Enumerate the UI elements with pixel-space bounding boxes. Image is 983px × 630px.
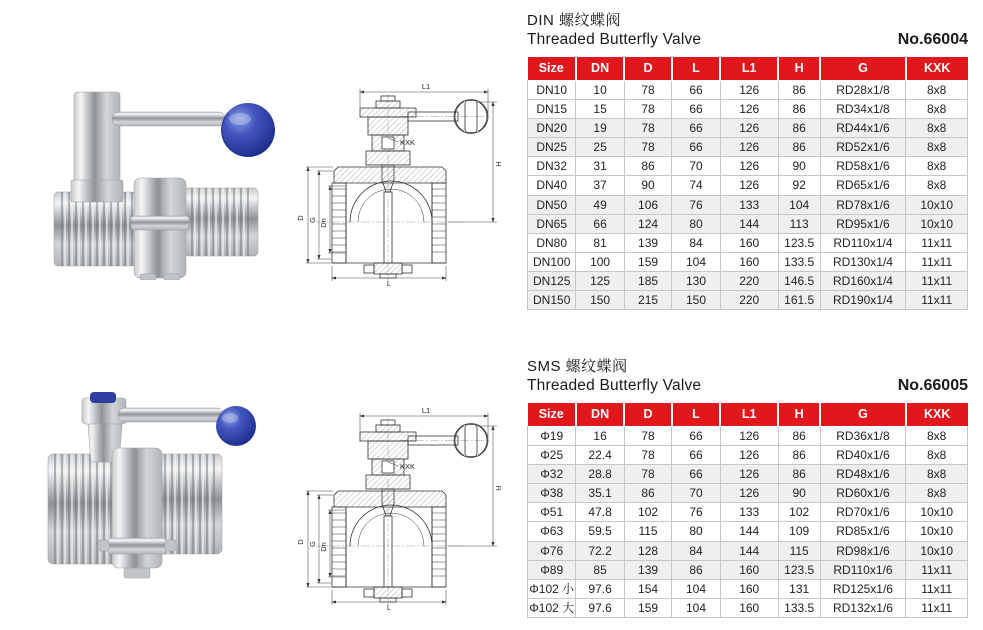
table-cell: DN65 <box>528 214 576 233</box>
table-cell: RD28x1/8 <box>820 81 906 100</box>
table-cell: 90 <box>778 484 820 503</box>
table-cell: 126 <box>720 176 778 195</box>
table-cell: 22.4 <box>576 446 624 465</box>
handle-rod <box>112 112 226 126</box>
table-cell: RD98x1/6 <box>820 541 906 560</box>
table-cell: 220 <box>720 271 778 290</box>
dim-label-dn: Dn <box>319 218 328 228</box>
table-cell: RD95x1/6 <box>820 214 906 233</box>
table-row <box>528 81 968 100</box>
column-header-d: D <box>624 57 672 81</box>
table-cell: 113 <box>778 214 820 233</box>
table-cell: 66 <box>672 138 720 157</box>
table-cell: 10 <box>576 81 624 100</box>
table-cell: 86 <box>778 427 820 446</box>
dim-label-l1: L1 <box>421 406 431 415</box>
valve-section <box>332 96 488 278</box>
sms-valve-photo-svg <box>20 390 258 608</box>
din-valve-photo <box>52 88 280 280</box>
dim-label-l: L <box>386 279 392 288</box>
table-cell: 109 <box>778 522 820 541</box>
blue-cap <box>90 392 116 403</box>
table-cell: RD110x1/4 <box>820 233 906 252</box>
din-spec-block <box>527 12 968 310</box>
table-cell: 133.5 <box>778 252 820 271</box>
table-cell: 126 <box>720 157 778 176</box>
table-cell: 86 <box>778 446 820 465</box>
table-cell: 10x10 <box>906 503 968 522</box>
table-cell: 76 <box>672 503 720 522</box>
table-cell: 185 <box>624 271 672 290</box>
table-cell: 102 <box>624 503 672 522</box>
table-cell: 8x8 <box>906 176 968 195</box>
table-row <box>528 214 968 233</box>
table-cell: Φ38 <box>528 484 576 503</box>
table-cell: 8x8 <box>906 100 968 119</box>
table-cell: 160 <box>720 579 778 598</box>
bottom-nut <box>374 587 402 598</box>
table-cell: Φ25 <box>528 446 576 465</box>
table-cell: 28.8 <box>576 465 624 484</box>
column-header-dn: DN <box>576 57 624 81</box>
table-cell: 139 <box>624 233 672 252</box>
table-cell: 128 <box>624 541 672 560</box>
table-row <box>528 157 968 176</box>
table-cell: RD78x1/6 <box>820 195 906 214</box>
table-cell: Φ32 <box>528 465 576 484</box>
table-row <box>528 427 968 446</box>
table-cell: 78 <box>624 138 672 157</box>
table-cell: 84 <box>672 233 720 252</box>
bottom-nut <box>374 263 402 274</box>
table-cell: DN20 <box>528 119 576 138</box>
table-cell: Φ76 <box>528 541 576 560</box>
blue-knob <box>221 103 275 157</box>
dim-label-l: L <box>386 603 392 612</box>
table-cell: 8x8 <box>906 138 968 157</box>
table-cell: RD132x1/6 <box>820 598 906 617</box>
table-cell: 104 <box>672 598 720 617</box>
table-cell: 66 <box>672 100 720 119</box>
table-cell: 59.5 <box>576 522 624 541</box>
table-row <box>528 176 968 195</box>
column-header-l: L <box>672 403 720 427</box>
table-cell: Φ89 <box>528 560 576 579</box>
table-cell: 10x10 <box>906 522 968 541</box>
table-cell: 92 <box>778 176 820 195</box>
table-cell: 150 <box>576 291 624 310</box>
table-cell: RD130x1/4 <box>820 252 906 271</box>
column-header-size: Size <box>528 57 576 81</box>
table-cell: DN32 <box>528 157 576 176</box>
table-cell: 123.5 <box>778 560 820 579</box>
table-row <box>528 522 968 541</box>
table-row <box>528 465 968 484</box>
table-cell: DN50 <box>528 195 576 214</box>
table-cell: 97.6 <box>576 598 624 617</box>
table-cell: 8x8 <box>906 427 968 446</box>
dim-label-kxk: KXK <box>400 462 416 471</box>
table-cell: 11x11 <box>906 291 968 310</box>
table-cell: 97.6 <box>576 579 624 598</box>
table-cell: DN125 <box>528 271 576 290</box>
table-cell: 150 <box>672 291 720 310</box>
din-title-en: Threaded Butterfly Valve <box>527 31 702 48</box>
table-cell: 25 <box>576 138 624 157</box>
dim-label-d: D <box>296 539 305 545</box>
table-cell: 104 <box>672 252 720 271</box>
table-cell: DN80 <box>528 233 576 252</box>
table-cell: 160 <box>720 598 778 617</box>
table-cell: RD44x1/6 <box>820 119 906 138</box>
table-cell: 220 <box>720 291 778 310</box>
table-cell: 106 <box>624 195 672 214</box>
table-cell: 78 <box>624 119 672 138</box>
table-cell: 49 <box>576 195 624 214</box>
sms-title-en: Threaded Butterfly Valve <box>527 377 702 394</box>
table-cell: 35.1 <box>576 484 624 503</box>
table-cell: 78 <box>624 100 672 119</box>
table-cell: 80 <box>672 522 720 541</box>
table-cell: 81 <box>576 233 624 252</box>
table-cell: 126 <box>720 427 778 446</box>
table-row <box>528 138 968 157</box>
table-cell: 85 <box>576 560 624 579</box>
table-cell: 11x11 <box>906 233 968 252</box>
table-cell: 11x11 <box>906 271 968 290</box>
table-cell: 66 <box>672 446 720 465</box>
din-valve-photo-svg <box>52 88 280 280</box>
threaded-end-left <box>54 192 136 266</box>
table-cell: 86 <box>778 119 820 138</box>
table-row <box>528 271 968 290</box>
thread-right <box>432 183 446 263</box>
thread-left <box>332 507 346 587</box>
table-cell: DN150 <box>528 291 576 310</box>
table-cell: 126 <box>720 81 778 100</box>
table-cell: 84 <box>672 541 720 560</box>
column-header-d: D <box>624 403 672 427</box>
table-cell: 123.5 <box>778 233 820 252</box>
column-header-kxk: KXK <box>906 57 968 81</box>
table-cell: 86 <box>778 100 820 119</box>
table-row <box>528 252 968 271</box>
shaft-square <box>382 137 394 149</box>
blue-knob <box>216 406 256 446</box>
table-cell: RD125x1/6 <box>820 579 906 598</box>
table-cell: 115 <box>624 522 672 541</box>
table-cell: Φ102 小 <box>528 579 576 598</box>
table-cell: 78 <box>624 81 672 100</box>
table-cell: 144 <box>720 541 778 560</box>
table-row <box>528 560 968 579</box>
handle-post <box>74 92 120 194</box>
sms-valve-drawing <box>288 394 510 618</box>
table-row <box>528 503 968 522</box>
table-cell: 70 <box>672 484 720 503</box>
table-cell: 104 <box>778 195 820 214</box>
dim-label-l1: L1 <box>421 82 431 91</box>
handle-rod <box>118 408 224 422</box>
valve-section <box>332 420 488 602</box>
table-cell: 8x8 <box>906 465 968 484</box>
table-row <box>528 541 968 560</box>
thread-left <box>332 183 346 263</box>
table-cell: 131 <box>778 579 820 598</box>
sms-spec-table <box>527 403 968 618</box>
dim-label-h: H <box>494 161 503 167</box>
dim-label-kxk: KXK <box>400 138 416 147</box>
table-cell: 124 <box>624 214 672 233</box>
table-cell: RD65x1/6 <box>820 176 906 195</box>
column-header-kxk: KXK <box>906 403 968 427</box>
table-cell: DN15 <box>528 100 576 119</box>
table-cell: 125 <box>576 271 624 290</box>
table-cell: 215 <box>624 291 672 310</box>
table-cell: 146.5 <box>778 271 820 290</box>
body-flange <box>334 167 446 183</box>
table-cell: 86 <box>672 560 720 579</box>
table-cell: RD52x1/6 <box>820 138 906 157</box>
table-cell: 66 <box>672 465 720 484</box>
table-cell: 16 <box>576 427 624 446</box>
table-cell: DN100 <box>528 252 576 271</box>
table-cell: DN40 <box>528 176 576 195</box>
table-cell: 66 <box>672 427 720 446</box>
table-cell: Φ102 大 <box>528 598 576 617</box>
table-cell: Φ19 <box>528 427 576 446</box>
column-header-l1: L1 <box>720 57 778 81</box>
table-cell: 102 <box>778 503 820 522</box>
table-cell: 86 <box>778 138 820 157</box>
shaft-square <box>382 461 394 473</box>
sms-model-no: No.66005 <box>897 377 968 394</box>
sms-spec-block <box>527 358 968 618</box>
table-cell: RD60x1/6 <box>820 484 906 503</box>
table-cell: 115 <box>778 541 820 560</box>
table-cell: 10x10 <box>906 541 968 560</box>
table-cell: 72.2 <box>576 541 624 560</box>
table-cell: 11x11 <box>906 560 968 579</box>
table-cell: 80 <box>672 214 720 233</box>
table-cell: 76 <box>672 195 720 214</box>
table-cell: RD40x1/6 <box>820 446 906 465</box>
dim-label-g: G <box>308 541 317 547</box>
column-header-size: Size <box>528 403 576 427</box>
table-cell: 90 <box>778 157 820 176</box>
table-row <box>528 119 968 138</box>
table-cell: 154 <box>624 579 672 598</box>
table-row <box>528 446 968 465</box>
din-spec-table <box>527 57 968 310</box>
table-cell: 66 <box>576 214 624 233</box>
table-cell: 86 <box>624 157 672 176</box>
table-cell: RD48x1/6 <box>820 465 906 484</box>
din-model-no: No.66004 <box>897 31 968 48</box>
table-row <box>528 291 968 310</box>
table-cell: 10x10 <box>906 195 968 214</box>
table-cell: 133 <box>720 503 778 522</box>
table-cell: 100 <box>576 252 624 271</box>
table-cell: RD70x1/6 <box>820 503 906 522</box>
table-cell: 8x8 <box>906 484 968 503</box>
table-cell: 130 <box>672 271 720 290</box>
column-header-h: H <box>778 403 820 427</box>
column-header-l: L <box>672 57 720 81</box>
table-cell: 78 <box>624 465 672 484</box>
table-cell: 47.8 <box>576 503 624 522</box>
table-cell: 19 <box>576 119 624 138</box>
table-cell: 11x11 <box>906 252 968 271</box>
table-cell: 11x11 <box>906 579 968 598</box>
table-cell: Φ51 <box>528 503 576 522</box>
table-cell: 159 <box>624 598 672 617</box>
table-cell: DN10 <box>528 81 576 100</box>
dim-label-g: G <box>308 217 317 223</box>
table-cell: Φ63 <box>528 522 576 541</box>
column-header-h: H <box>778 57 820 81</box>
table-cell: 144 <box>720 214 778 233</box>
table-cell: 160 <box>720 233 778 252</box>
table-row <box>528 100 968 119</box>
table-cell: 90 <box>624 176 672 195</box>
din-valve-drawing <box>288 76 510 288</box>
column-header-g: G <box>820 403 906 427</box>
column-header-l1: L1 <box>720 403 778 427</box>
table-cell: 86 <box>778 81 820 100</box>
table-cell: 126 <box>720 138 778 157</box>
table-cell: 144 <box>720 522 778 541</box>
table-cell: 126 <box>720 446 778 465</box>
table-cell: 159 <box>624 252 672 271</box>
table-cell: 161.5 <box>778 291 820 310</box>
table-cell: 126 <box>720 119 778 138</box>
sms-table-header-row <box>528 403 968 427</box>
table-cell: 126 <box>720 100 778 119</box>
dim-label-d: D <box>296 215 305 221</box>
table-cell: 160 <box>720 252 778 271</box>
table-cell: RD36x1/8 <box>820 427 906 446</box>
table-cell: 78 <box>624 446 672 465</box>
table-cell: 8x8 <box>906 446 968 465</box>
table-cell: RD58x1/6 <box>820 157 906 176</box>
table-cell: 15 <box>576 100 624 119</box>
table-cell: 37 <box>576 176 624 195</box>
table-cell: 74 <box>672 176 720 195</box>
table-cell: 139 <box>624 560 672 579</box>
table-cell: 160 <box>720 560 778 579</box>
table-cell: 133.5 <box>778 598 820 617</box>
table-row <box>528 484 968 503</box>
table-row <box>528 579 968 598</box>
dim-label-dn: Dn <box>319 542 328 552</box>
table-cell: 126 <box>720 465 778 484</box>
din-table-header-row <box>528 57 968 81</box>
column-header-g: G <box>820 57 906 81</box>
table-cell: 133 <box>720 195 778 214</box>
table-cell: 31 <box>576 157 624 176</box>
table-cell: DN25 <box>528 138 576 157</box>
table-row <box>528 195 968 214</box>
table-cell: 86 <box>624 484 672 503</box>
din-title-cn: DIN 螺纹蝶阀 <box>527 12 622 29</box>
table-row <box>528 233 968 252</box>
dim-label-h: H <box>494 485 503 491</box>
table-cell: RD190x1/4 <box>820 291 906 310</box>
table-cell: 8x8 <box>906 119 968 138</box>
table-cell: RD110x1/6 <box>820 560 906 579</box>
table-cell: 104 <box>672 579 720 598</box>
table-cell: 86 <box>778 465 820 484</box>
table-cell: RD85x1/6 <box>820 522 906 541</box>
valve-drawing-svg <box>288 76 510 288</box>
table-cell: 70 <box>672 157 720 176</box>
table-cell: RD160x1/4 <box>820 271 906 290</box>
thread-right <box>432 507 446 587</box>
valve-drawing-svg <box>288 394 510 618</box>
table-row <box>528 598 968 617</box>
table-cell: 8x8 <box>906 81 968 100</box>
table-cell: 8x8 <box>906 157 968 176</box>
column-header-dn: DN <box>576 403 624 427</box>
sms-title-cn: SMS 螺纹蝶阀 <box>527 358 628 375</box>
table-cell: 78 <box>624 427 672 446</box>
table-cell: RD34x1/8 <box>820 100 906 119</box>
table-cell: 11x11 <box>906 598 968 617</box>
table-cell: 66 <box>672 81 720 100</box>
table-cell: 10x10 <box>906 214 968 233</box>
sms-valve-photo <box>20 390 258 608</box>
table-cell: 66 <box>672 119 720 138</box>
body-flange <box>334 491 446 507</box>
table-cell: 126 <box>720 484 778 503</box>
